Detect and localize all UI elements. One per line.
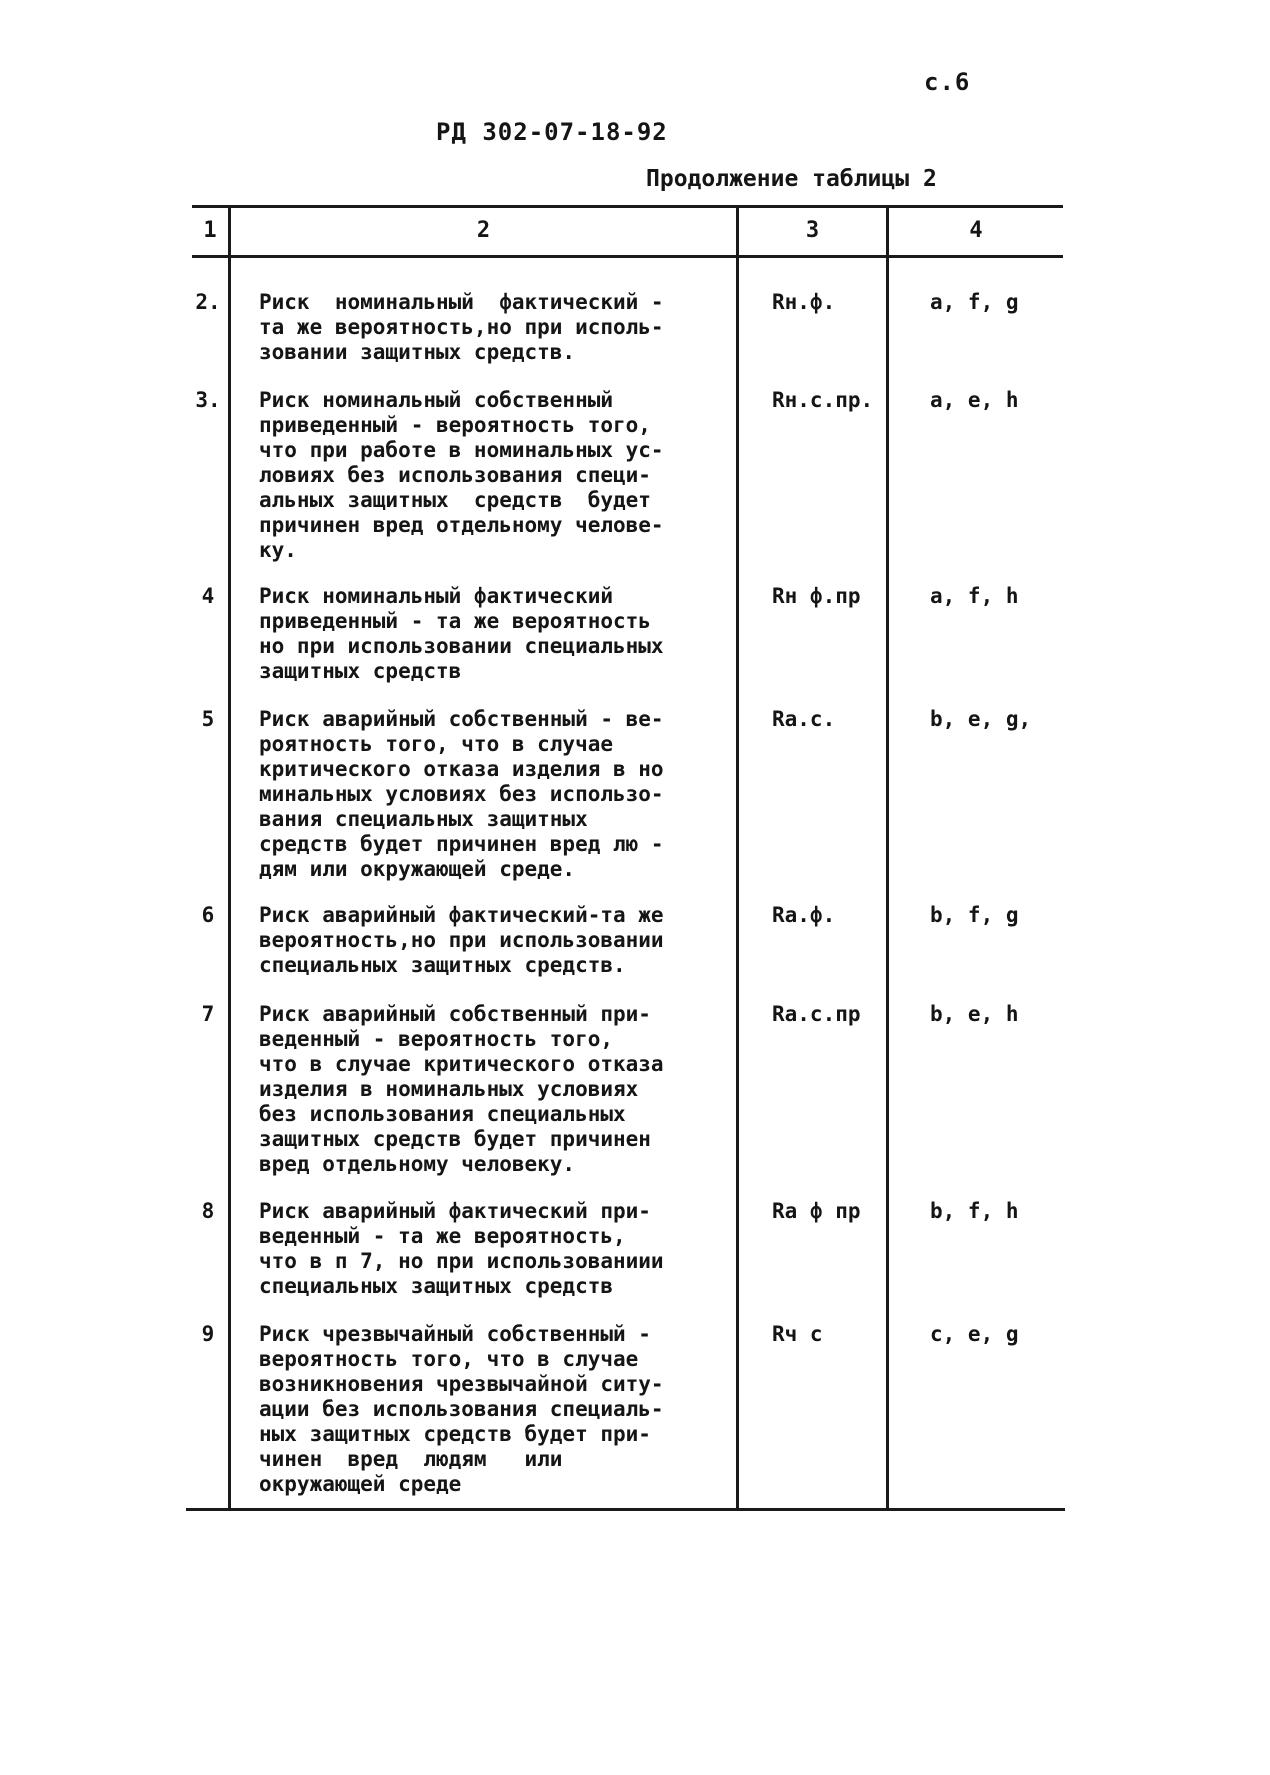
row-description: Риск аварийный собственный при- веденный - вероятность того, что в случае критического отказа изделия в номинальных условиях без использования специальных защитных средств будет причинен вред отдельному человеку. (259, 1002, 664, 1176)
row-description: Риск номинальный собственный приведенный - вероятность того, что при работе в номинальных ус- ловиях без использования специ- альных защитных средств будет причинен вред отдельному челове- ку. (259, 388, 664, 562)
table-bottom-border (186, 1508, 1065, 1511)
row-codes: b, e, h (930, 1002, 1019, 1026)
row-number: 7 (201, 1002, 215, 1026)
row-description: Риск чрезвычайный собственный - вероятность того, что в случае возникновения чрезвычайной ситу- ации без использования специаль- ных защитных средств будет при- чинен вред людям или окружающей среде (259, 1322, 664, 1496)
row-symbol: Ra.с. (772, 707, 836, 731)
row-codes: a, e, h (930, 388, 1019, 412)
row-number: 5 (201, 707, 215, 731)
row-number: 6 (201, 903, 215, 927)
row-symbol: Ra.с.пр (772, 1002, 861, 1026)
row-number: 8 (201, 1199, 215, 1223)
row-description: Риск аварийный фактический при- веденный - та же вероятность, что в п 7, но при использованиии специальных защитных средств (259, 1199, 664, 1298)
row-symbol: Rн ф.пр (772, 584, 861, 608)
row-codes: a, f, h (930, 584, 1019, 608)
row-codes: b, f, g (930, 903, 1019, 927)
row-symbol: Rч с (772, 1322, 823, 1346)
row-codes: b, f, h (930, 1199, 1019, 1223)
row-number: 3. (195, 388, 221, 412)
row-codes: c, e, g (930, 1322, 1019, 1346)
document-code: РД 302-07-18-92 (436, 118, 668, 146)
row-description: Риск аварийный фактический-та же вероятность,но при использовании специальных защитных средств. (259, 903, 664, 977)
row-symbol: Ra.ф. (772, 903, 836, 927)
row-symbol: Ra ф пр (772, 1199, 861, 1223)
table-caption: Продолжение таблицы 2 (646, 166, 937, 192)
table-top-border (192, 205, 1063, 208)
table-header-col-3: 3 (805, 218, 820, 243)
table-header-col-4: 4 (969, 218, 983, 243)
row-number: 2. (195, 290, 221, 314)
page-number: с.6 (924, 68, 971, 96)
row-codes: b, e, g, (930, 707, 1032, 731)
row-number: 9 (201, 1322, 215, 1346)
row-description: Риск аварийный собственный - ве- роятность того, что в случае критического отказа изделия в но минальных условиях без использо- вания специальных защитных средств будет причинен вред лю - дям или окружающей среде. (259, 707, 664, 881)
row-description: Риск номинальный фактический - та же вероятность,но при исполь- зовании защитных средств. (259, 290, 664, 364)
row-codes: a, f, g (930, 290, 1019, 314)
row-symbol: Rн.ф. (772, 290, 836, 314)
row-number: 4 (201, 584, 215, 608)
table-header-col-2: 2 (476, 218, 491, 243)
table-column-divider-1 (228, 207, 231, 1509)
table-header-separator (192, 255, 1063, 258)
row-symbol: Rн.с.пр. (772, 388, 874, 412)
table-header-col-1: 1 (203, 218, 217, 243)
row-description: Риск номинальный фактический приведенный - та же вероятность но при использовании специальных защитных средств (259, 584, 664, 683)
